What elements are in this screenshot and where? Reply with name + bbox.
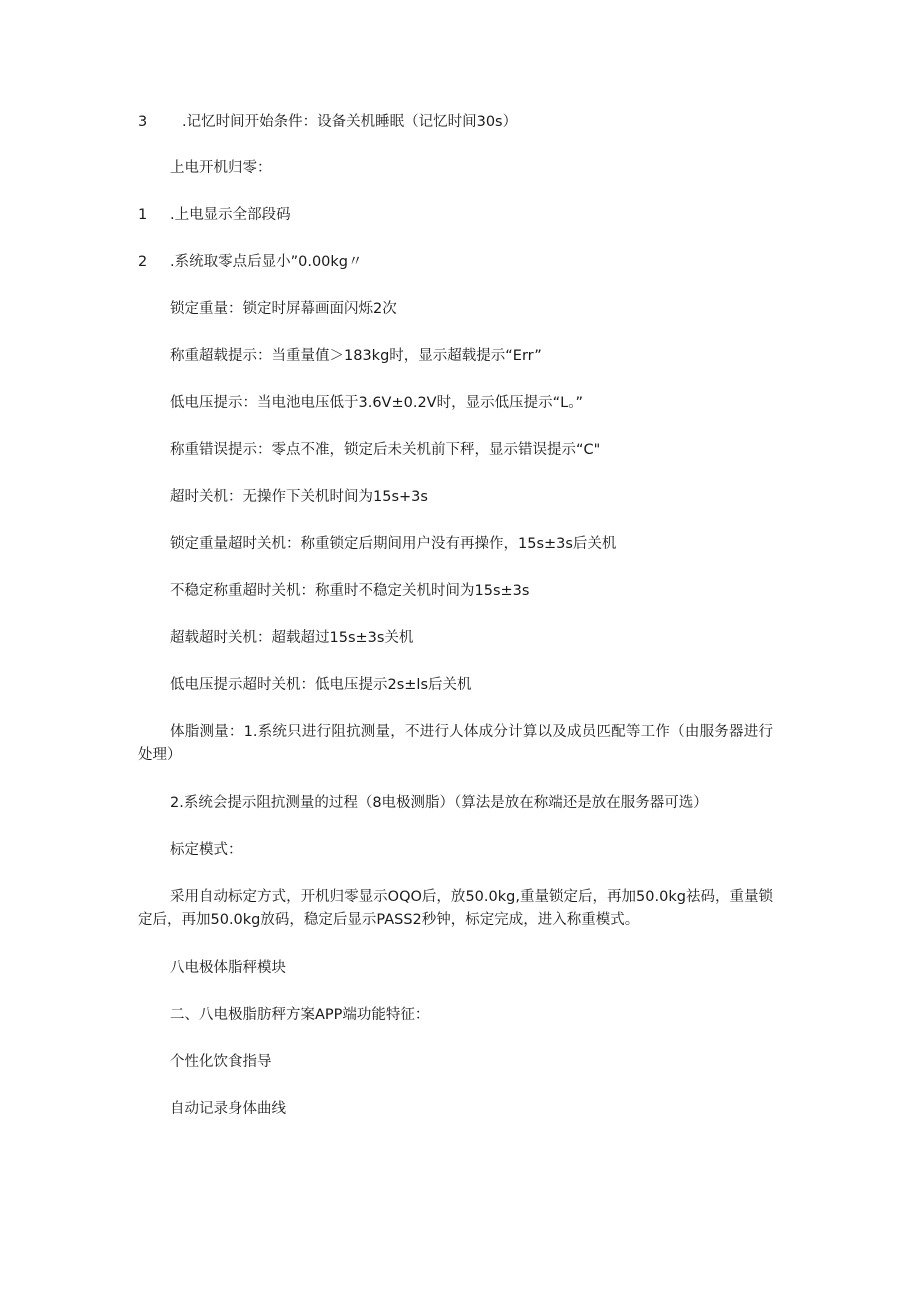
feature-body-curve: 自动记录身体曲线 bbox=[170, 1101, 286, 1117]
paragraph-overload-hint: 称重超载提示：当重量值＞183kg时，显示超载提示“Err” bbox=[170, 348, 542, 364]
paragraph-low-voltage-timeout-shutdown: 低电压提示超时关机：低电压提示2s±ls后关机 bbox=[170, 677, 472, 693]
module-heading: 八电极体脂秤模块 bbox=[170, 960, 286, 976]
paragraph-low-voltage-hint: 低电压提示：当电池电压低于3.6V±0.2V时，显示低压提示“L。” bbox=[170, 395, 583, 411]
list-number: 1 bbox=[138, 207, 148, 223]
app-features-heading: 二、八电极脂肪秤方案APP端功能特征： bbox=[170, 1007, 430, 1023]
list-number: 3 bbox=[138, 114, 148, 130]
memory-condition-item bbox=[138, 111, 773, 134]
paragraph-timeout-shutdown: 超时关机：无操作下关机时间为15s+3s bbox=[170, 489, 428, 505]
feature-diet-guidance: 个性化饮食指导 bbox=[170, 1054, 272, 1070]
paragraph-calibration-procedure: 采用自动标定方式，开机归零显示OQO后，放50.0kg,重量锁定后，再加50.0kg祛码，重量锁定后，再加50.0kg放码，稳定后显示PASS2秒钟，标定完成，进入称重模式。 bbox=[138, 889, 773, 928]
paragraph-text: .系统取零点后显小”0.00kg〃 bbox=[170, 254, 363, 270]
paragraph-impedance-process: 2.系统会提示阻抗测量的过程（8电极测脂）（算法是放在称端还是放在服务器可选） bbox=[170, 795, 708, 811]
paragraph-overload-timeout-shutdown: 超载超时关机：超载超过15s±3s关机 bbox=[170, 630, 414, 646]
paragraph-lock-weight: 锁定重量：锁定时屏幕画面闪烁2次 bbox=[170, 301, 397, 317]
paragraph-unstable-timeout-shutdown: 不稳定称重超时关机：称重时不稳定关机时间为15s±3s bbox=[170, 583, 530, 599]
paragraph-weighing-error-hint: 称重错误提示：零点不准，锁定后未关机前下秤，显示错误提示“C" bbox=[170, 442, 601, 458]
paragraph-text: .上电显示全部段码 bbox=[170, 207, 291, 223]
paragraph-body-fat-measurement: 体脂测量：1.系统只进行阻抗测量，不进行人体成分计算以及成员匹配等工作（由服务器进行处理） bbox=[138, 724, 773, 763]
paragraph-lock-timeout-shutdown: 锁定重量超时关机：称重锁定后期间用户没有再操作，15s±3s后关机 bbox=[170, 536, 617, 552]
calibration-mode-heading: 标定模式： bbox=[170, 842, 243, 858]
list-item-zero-point bbox=[138, 251, 773, 274]
list-item-display-segments bbox=[138, 204, 773, 227]
list-number: 2 bbox=[138, 254, 148, 270]
power-on-zero-heading: 上电开机归零： bbox=[170, 160, 272, 176]
paragraph-text: .记忆时间开始条件：设备关机睡眠（记忆时间30s） bbox=[182, 114, 518, 130]
